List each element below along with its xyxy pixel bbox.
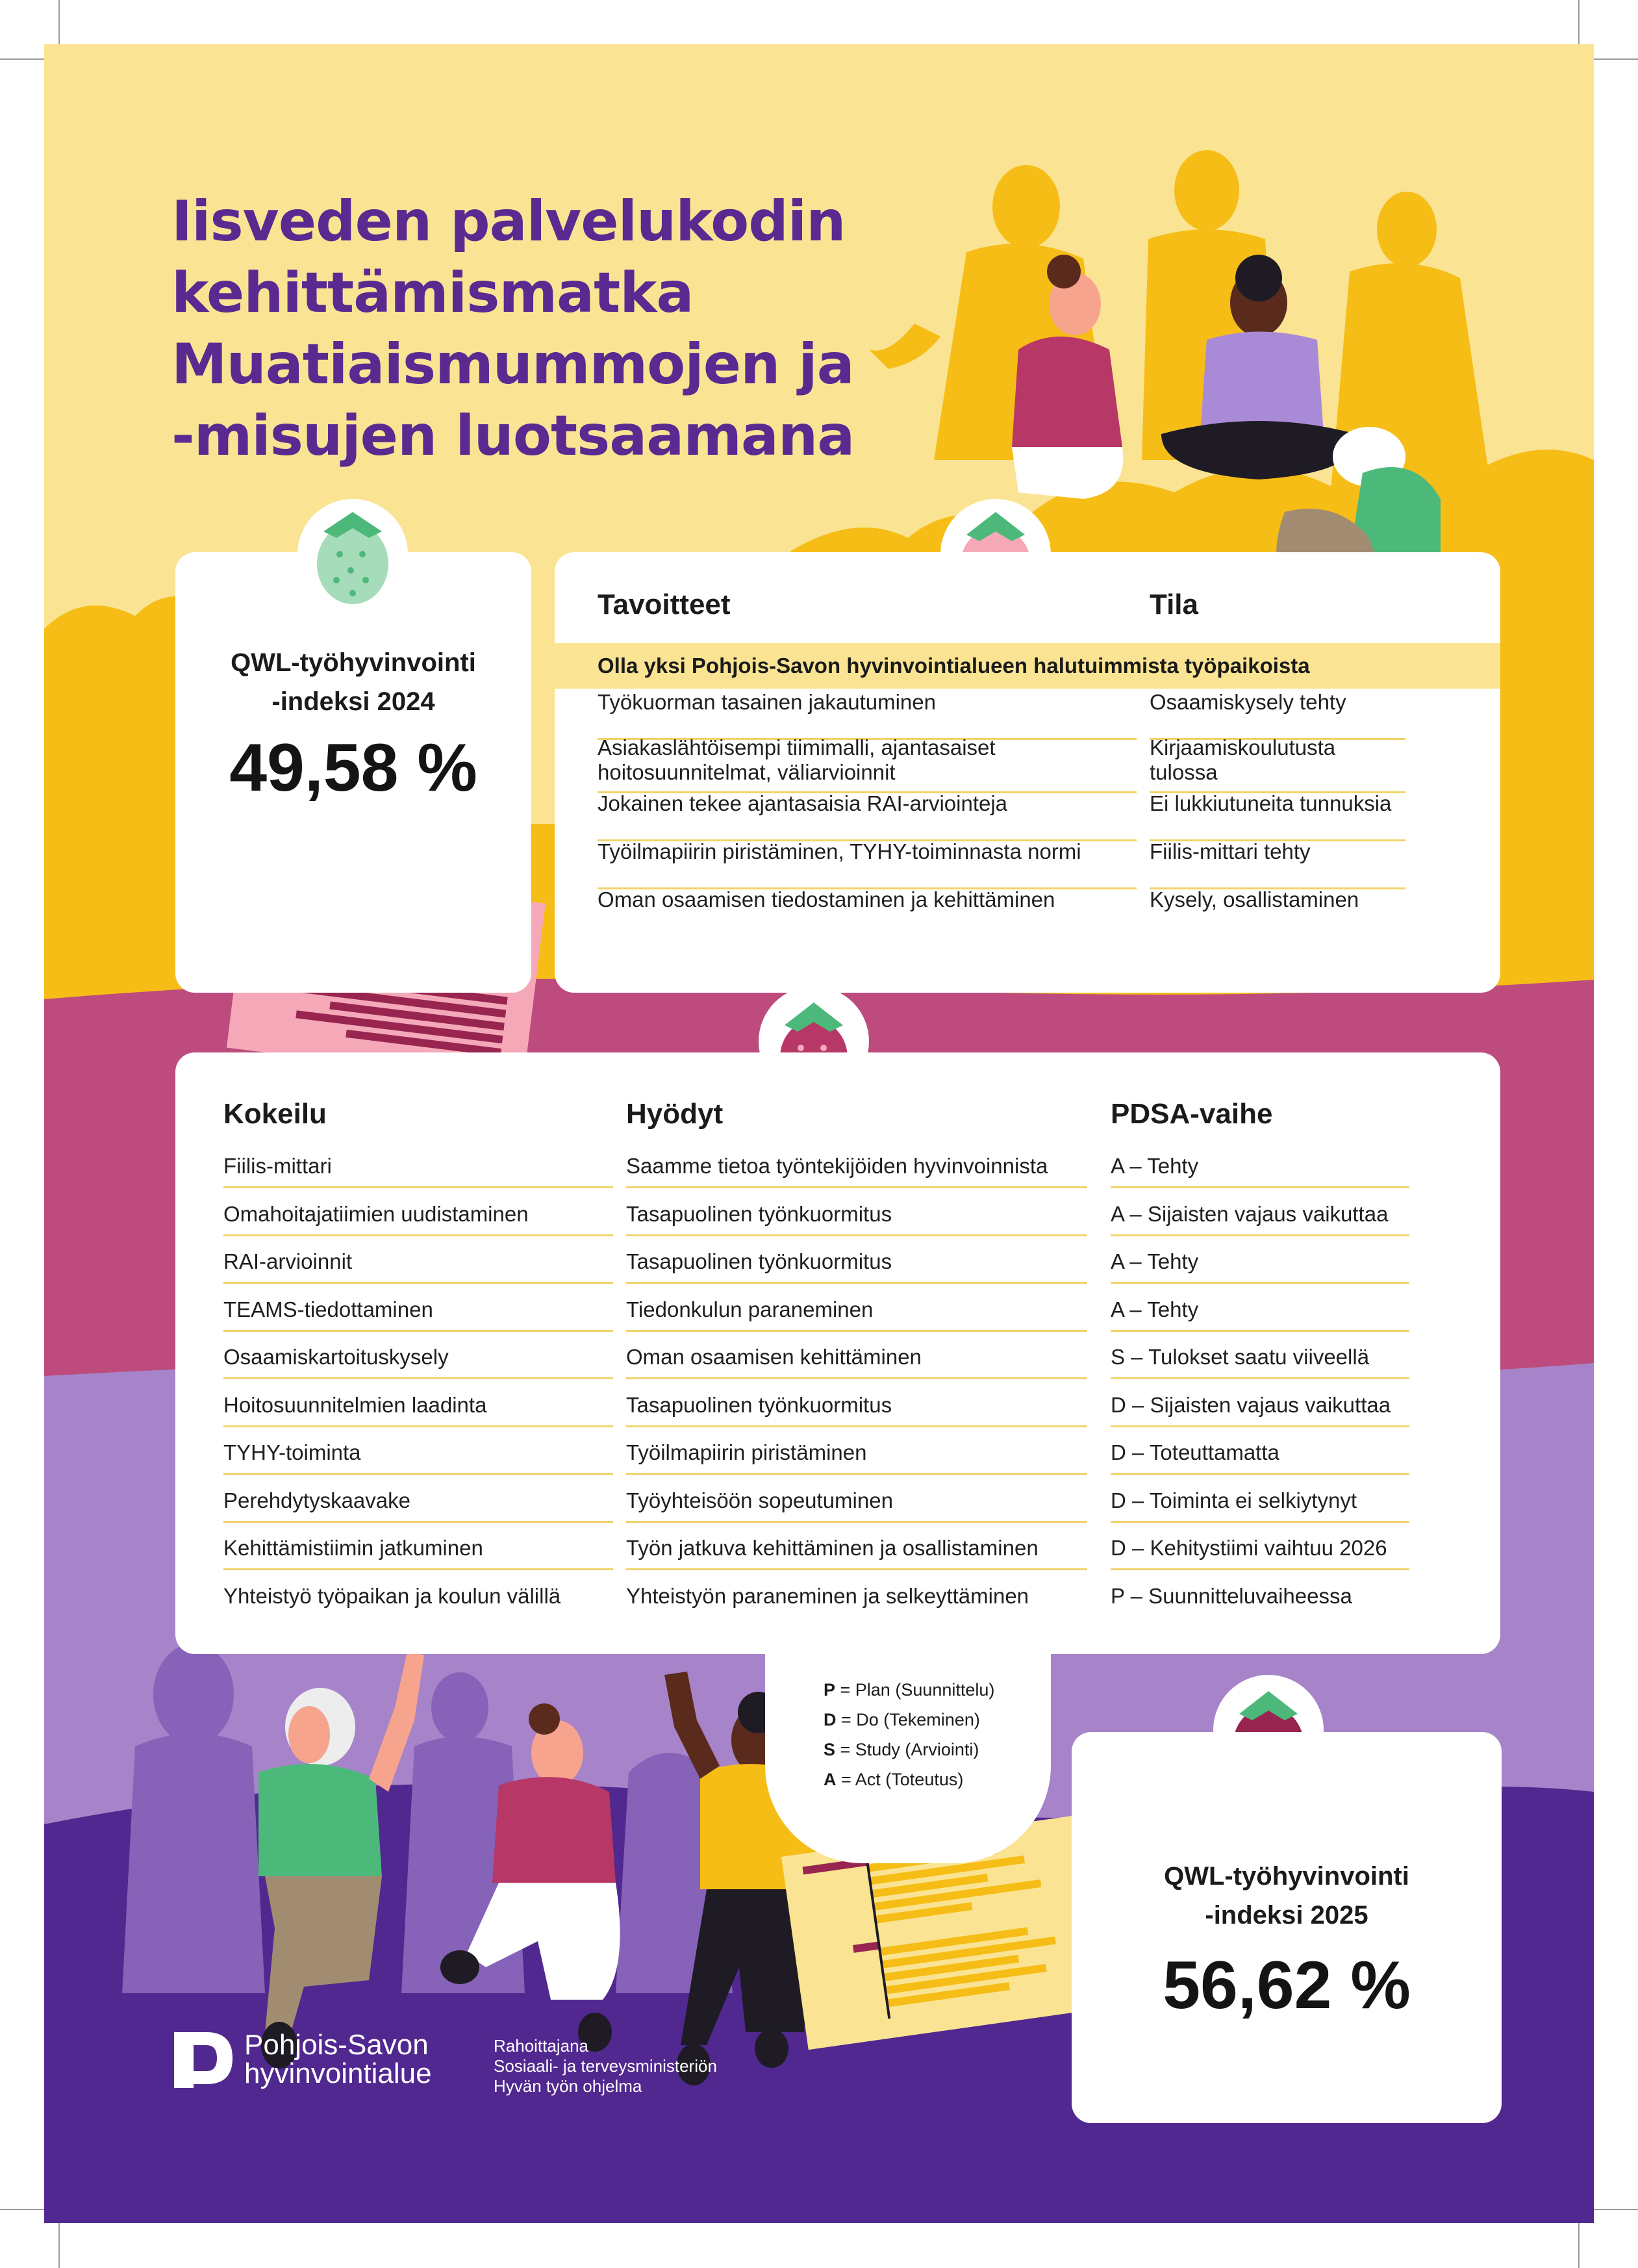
trial-text: Osaamiskartoituskysely <box>223 1345 449 1369</box>
row-divider <box>223 1473 613 1475</box>
row-divider <box>223 1521 613 1523</box>
row-divider <box>626 1234 1087 1236</box>
row-divider <box>1111 1282 1409 1284</box>
title-line: Iisveden palvelukodin <box>171 189 846 254</box>
trial-text: Perehdytyskaavake <box>223 1488 410 1512</box>
benefit-text: Tasapuolinen työnkuormitus <box>626 1201 892 1226</box>
phase-text: A – Tehty <box>1111 1249 1199 1273</box>
row-divider <box>223 1377 613 1379</box>
funder-line: Sosiaali- ja terveysministeriön <box>494 2056 717 2076</box>
phase-text: D – Sijaisten vajaus vaikuttaa <box>1111 1392 1391 1417</box>
crop-mark <box>0 2209 44 2210</box>
row-divider <box>1111 1473 1409 1475</box>
pdsa-text: = Study (Arviointi) <box>835 1740 979 1759</box>
row-divider <box>1111 1425 1409 1427</box>
logo-line: hyvinvointialue <box>244 2058 432 2089</box>
status-text: Ei lukkiutuneita tunnuksia <box>1150 791 1392 815</box>
row-divider <box>223 1282 613 1284</box>
status-text: Kysely, osallistaminen <box>1150 887 1359 911</box>
row-divider <box>626 1186 1087 1188</box>
funder-line: Rahoittajana <box>494 2036 588 2056</box>
page-title <box>171 186 854 472</box>
row-divider <box>626 1425 1087 1427</box>
qwl-label-line: QWL-työhyvinvointi <box>231 648 476 677</box>
pdsa-legend-item <box>824 1705 994 1735</box>
status-header: Tila <box>1150 589 1199 620</box>
phase-text: A – Tehty <box>1111 1297 1199 1321</box>
benefit-text: Työn jatkuva kehittäminen ja osallistaminen <box>626 1536 1039 1560</box>
goal-text: Työkuorman tasainen jakautuminen <box>598 690 936 714</box>
poster <box>44 44 1594 2223</box>
trial-text: Yhteistyö työpaikan ja koulun välillä <box>223 1583 561 1608</box>
organization-logo-text <box>244 2031 432 2088</box>
row-divider <box>626 1330 1087 1332</box>
trial-text: TYHY-toiminta <box>223 1440 361 1464</box>
row-divider <box>223 1330 613 1332</box>
row-divider <box>223 1568 613 1570</box>
goals-card <box>555 552 1500 993</box>
trial-text: RAI-arvioinnit <box>223 1249 353 1273</box>
funder-text <box>494 2036 717 2096</box>
phase-text: D – Toteuttamatta <box>1111 1440 1279 1464</box>
strawberry-green-icon <box>297 492 408 616</box>
pdsa-legend <box>824 1675 994 1794</box>
benefit-text: Työilmapiirin piristäminen <box>626 1440 867 1464</box>
pdsa-key: D <box>824 1710 837 1729</box>
pdsa-key: S <box>824 1740 836 1759</box>
crop-mark <box>58 2223 60 2268</box>
row-divider <box>1111 1234 1409 1236</box>
crop-mark <box>1578 2223 1580 2268</box>
trial-header: Kokeilu <box>223 1098 327 1130</box>
goal-text: Oman osaamisen tiedostaminen ja kehittäminen <box>598 887 1055 911</box>
qwl-label-line: -indeksi 2025 <box>1205 1901 1368 1930</box>
pdsa-legend-item <box>824 1735 994 1765</box>
row-divider <box>626 1377 1087 1379</box>
trials-card <box>175 1052 1500 1654</box>
pdsa-legend-bubble <box>765 1649 1051 1863</box>
pohjois-savon-logo-icon <box>174 2032 233 2088</box>
pdsa-key: P <box>824 1680 836 1700</box>
benefit-text: Tasapuolinen työnkuormitus <box>626 1249 892 1273</box>
phase-text: A – Tehty <box>1111 1154 1199 1178</box>
benefit-text: Yhteistyön paraneminen ja selkeyttäminen <box>626 1583 1029 1608</box>
qwl-label-line: QWL-työhyvinvointi <box>1164 1862 1409 1891</box>
row-divider <box>1111 1330 1409 1332</box>
phase-text: D – Kehitystiimi vaihtuu 2026 <box>1111 1536 1387 1560</box>
title-line: -misujen luotsaamana <box>171 403 855 468</box>
crop-mark <box>1594 58 1638 60</box>
row-divider <box>626 1282 1087 1284</box>
phase-text: D – Toiminta ei selkiytynyt <box>1111 1488 1357 1512</box>
goals-header: Tavoitteet <box>598 589 731 620</box>
benefit-text: Oman osaamisen kehittäminen <box>626 1345 922 1369</box>
pdsa-text: = Do (Tekeminen) <box>836 1710 980 1729</box>
row-divider <box>223 1425 613 1427</box>
row-divider <box>1111 1377 1409 1379</box>
trial-text: TEAMS-tiedottaminen <box>223 1297 433 1321</box>
qwl-2024-label <box>175 643 531 721</box>
benefit-text: Työyhteisöön sopeutuminen <box>626 1488 893 1512</box>
qwl-2025-value: 56,62 % <box>1163 1948 1411 2023</box>
pdsa-legend-item <box>824 1765 994 1794</box>
title-line: kehittämismatka <box>171 261 694 325</box>
benefit-text: Saamme tietoa työntekijöiden hyvinvoinnista <box>626 1154 1048 1178</box>
status-text: Fiilis-mittari tehty <box>1150 839 1311 863</box>
row-divider <box>1111 1186 1409 1188</box>
phase-text: P – Suunnitteluvaiheessa <box>1111 1583 1352 1608</box>
crop-mark <box>0 58 44 60</box>
logo-line: Pohjois-Savon <box>244 2029 429 2061</box>
benefit-text: Tiedonkulun paraneminen <box>626 1297 874 1321</box>
goal-text: Työilmapiirin piristäminen, TYHY-toiminnasta normi <box>598 839 1081 863</box>
goal-text: Asiakaslähtöisempi tiimimalli, ajantasaiset hoitosuunnitelmat, väliarvioinnit <box>598 735 996 784</box>
qwl-2025-card <box>1072 1732 1502 2123</box>
qwl-label-line: -indeksi 2024 <box>271 687 435 716</box>
row-divider <box>223 1234 613 1236</box>
qwl-2025-label <box>1072 1857 1502 1935</box>
trial-text: Kehittämistiimin jatkuminen <box>223 1536 483 1560</box>
row-divider <box>1111 1521 1409 1523</box>
goal-highlight: Olla yksi Pohjois-Savon hyvinvointialueen halutuimmista työpaikoista <box>598 654 1310 678</box>
trial-text: Fiilis-mittari <box>223 1154 332 1178</box>
phase-text: S – Tulokset saatu viiveellä <box>1111 1345 1370 1369</box>
trial-text: Omahoitajatiimien uudistaminen <box>223 1201 529 1226</box>
trial-text: Hoitosuunnitelmien laadinta <box>223 1392 487 1417</box>
qwl-2024-card <box>175 552 531 993</box>
title-line: Muatiaismummojen ja <box>171 332 854 397</box>
benefit-header: Hyödyt <box>626 1098 724 1130</box>
crop-mark <box>58 0 60 44</box>
row-divider <box>626 1568 1087 1570</box>
phase-header: PDSA-vaihe <box>1111 1098 1273 1130</box>
pdsa-key: A <box>824 1770 837 1789</box>
row-divider <box>223 1186 613 1188</box>
crop-mark <box>1594 2209 1638 2210</box>
pdsa-legend-item <box>824 1675 994 1705</box>
row-divider <box>626 1473 1087 1475</box>
crop-mark <box>1578 0 1580 44</box>
row-divider <box>626 1521 1087 1523</box>
funder-line: Hyvän työn ohjelma <box>494 2076 642 2096</box>
status-text: Kirjaamiskoulutusta tulossa <box>1150 735 1336 784</box>
status-text: Osaamiskysely tehty <box>1150 690 1346 714</box>
qwl-2024-value: 49,58 % <box>229 730 477 806</box>
pdsa-text: = Act (Toteutus) <box>836 1770 964 1789</box>
row-divider <box>1111 1568 1409 1570</box>
goal-text: Jokainen tekee ajantasaisia RAI-arviointeja <box>598 791 1008 815</box>
pdsa-text: = Plan (Suunnittelu) <box>835 1680 995 1700</box>
benefit-text: Tasapuolinen työnkuormitus <box>626 1392 892 1417</box>
phase-text: A – Sijaisten vajaus vaikuttaa <box>1111 1201 1389 1226</box>
